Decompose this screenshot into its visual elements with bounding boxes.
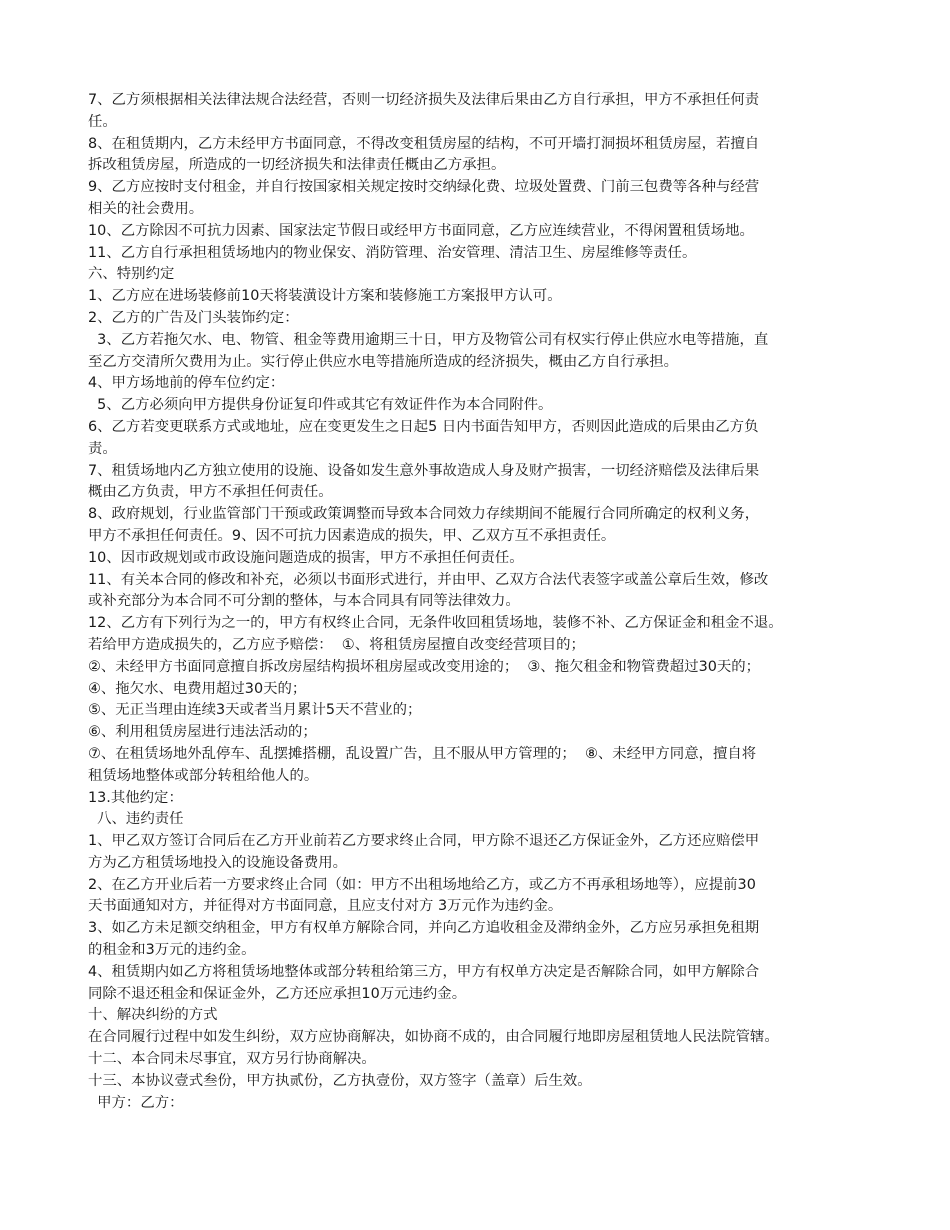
text-line: ⑦、在租赁场地外乱停车、乱摆摊搭棚，乱设置广告，且不服从甲方管理的； ⑧、未经甲方同意，擅自将 (88, 745, 757, 762)
text-line: ⑤、无正当理由连续3天或者当月累计5天不营业的； (88, 702, 422, 719)
text-line: 概由乙方负责，甲方不承担任何责任。 (88, 484, 333, 501)
text-line: 1、甲乙双方签订合同后在乙方开业前若乙方要求终止合同，甲方除不退还乙方保证金外，乙方还应赔偿甲 (88, 833, 760, 850)
text-line: 4、甲方场地前的停车位约定： (88, 375, 285, 392)
text-line: 8、在租赁期内，乙方未经甲方书面同意，不得改变租赁房屋的结构，不可开墙打洞损坏租赁房屋，若擅自 (88, 135, 760, 152)
text-line: 十二、本合同未尽事宜，双方另行协商解决。 (88, 1051, 376, 1068)
text-line: 责。 (88, 440, 117, 457)
text-line: 13.其他约定： (88, 789, 183, 806)
text-line: 租赁场地整体或部分转租给他人的。 (88, 767, 319, 784)
text-line: ⑥、利用租赁房屋进行违法活动的； (88, 724, 317, 741)
text-line: 方为乙方租赁场地投入的设施设备费用。 (88, 854, 348, 871)
text-line: 1、乙方应在进场装修前10天将装潢设计方案和装修施工方案报甲方认可。 (88, 288, 562, 305)
text-line: 7、乙方须根据相关法律法规合法经营，否则一切经济损失及法律后果由乙方自行承担，甲方不承担任何责 (88, 92, 760, 108)
text-line: ④、拖欠水、电费用超过30天的； (88, 680, 307, 697)
text-line: 12、乙方有下列行为之一的，甲方有权终止合同，无条件收回租赁场地，装修不补、乙方保证金和租金不退。 (88, 615, 783, 632)
text-line: 3、如乙方未足额交纳租金，甲方有权单方解除合同，并向乙方追收租金及滞纳金外，乙方应另承担免租期 (88, 920, 760, 937)
text-line: 任。 (88, 113, 117, 130)
text-line: 若给甲方造成损失的，乙方应予赔偿： ①、将租赁房屋擅自改变经营项目的； (88, 636, 585, 653)
text-line: 2、乙方的广告及门头装饰约定： (88, 309, 299, 326)
text-line: 5、乙方必须向甲方提供身份证复印件或其它有效证件作为本合同附件。 (88, 397, 553, 414)
text-line: 11、乙方自行承担租赁场地内的物业保安、消防管理、治安管理、清洁卫生、房屋维修等责任。 (88, 244, 697, 261)
text-line: 甲方：乙方： (88, 1094, 184, 1111)
text-line: 甲方不承担任何责任。9、因不可抗力因素造成的损失，甲、乙双方互不承担责任。 (88, 527, 616, 544)
text-line: 10、乙方除因不可抗力因素、国家法定节假日或经甲方书面同意，乙方应连续营业，不得闲置租赁场地。 (88, 222, 754, 239)
text-line: 或补充部分为本合同不可分割的整体，与本合同具有同等法律效力。 (88, 593, 520, 610)
text-line: 6、乙方若变更联系方式或地址，应在变更发生之日起5 日内书面告知甲方，否则因此造成的后果由乙方负 (88, 418, 759, 435)
text-line: 拆改租赁房屋，所造成的一切经济损失和法律责任概由乙方承担。 (88, 157, 506, 174)
text-line: 相关的社会费用。 (88, 200, 204, 217)
text-line: 9、乙方应按时支付租金，并自行按国家相关规定按时交纳绿化费、垃圾处置费、门前三包费等各种与经营 (88, 179, 760, 196)
text-line: 八、违约责任 (88, 811, 184, 828)
text-line: 十、解决纠纷的方式 (88, 1007, 218, 1024)
text-line: 10、因市政规划或市政设施问题造成的损害，甲方不承担任何责任。 (88, 549, 524, 566)
text-line: 3、乙方若拖欠水、电、物管、租金等费用逾期三十日，甲方及物管公司有权实行停止供应水电等措施，直 (88, 331, 769, 348)
text-line: 8、政府规划，行业监管部门干预或政策调整而导致本合同效力存续期间不能履行合同所确定的权利义务， (88, 506, 760, 523)
text-line: 2、在乙方开业后若一方要求终止合同（如：甲方不出租场地给乙方，或乙方不再承租场地等），应提前30 (88, 876, 756, 893)
text-line: 同除不退还租金和保证金外，乙方还应承担10万元违约金。 (88, 985, 467, 1002)
text-line: 4、租赁期内如乙方将租赁场地整体或部分转租给第三方，甲方有权单方决定是否解除合同，如甲方解除合 (88, 963, 760, 980)
text-line: ②、未经甲方书面同意擅自拆改房屋结构损坏租房屋或改变用途的； ③、拖欠租金和物管费超过30天的； (88, 658, 761, 675)
text-line: 11、有关本合同的修改和补充，必须以书面形式进行，并由甲、乙双方合法代表签字或盖公章后生效，修改 (88, 571, 769, 588)
text-line: 十三、本协议壹式叁份，甲方执贰份，乙方执壹份，双方签字（盖章）后生效。 (88, 1072, 592, 1089)
text-line: 在合同履行过程中如发生纠纷，双方应协商解决，如协商不成的，由合同履行地即房屋租赁地人民法院管辖。 (88, 1029, 779, 1046)
text-line: 7、租赁场地内乙方独立使用的设施、设备如发生意外事故造成人身及财产损害，一切经济赔偿及法律后果 (88, 462, 760, 479)
contract-body (88, 90, 878, 1114)
text-line: 天书面通知对方，并征得对方书面同意，且应支付对方 3万元作为违约金。 (88, 898, 563, 915)
text-line: 六、特别约定 (88, 266, 175, 283)
text-line: 至乙方交清所欠费用为止。实行停止供应水电等措施所造成的经济损失，概由乙方自行承担。 (88, 353, 679, 370)
text-line: 的租金和3万元的违约金。 (88, 942, 256, 959)
